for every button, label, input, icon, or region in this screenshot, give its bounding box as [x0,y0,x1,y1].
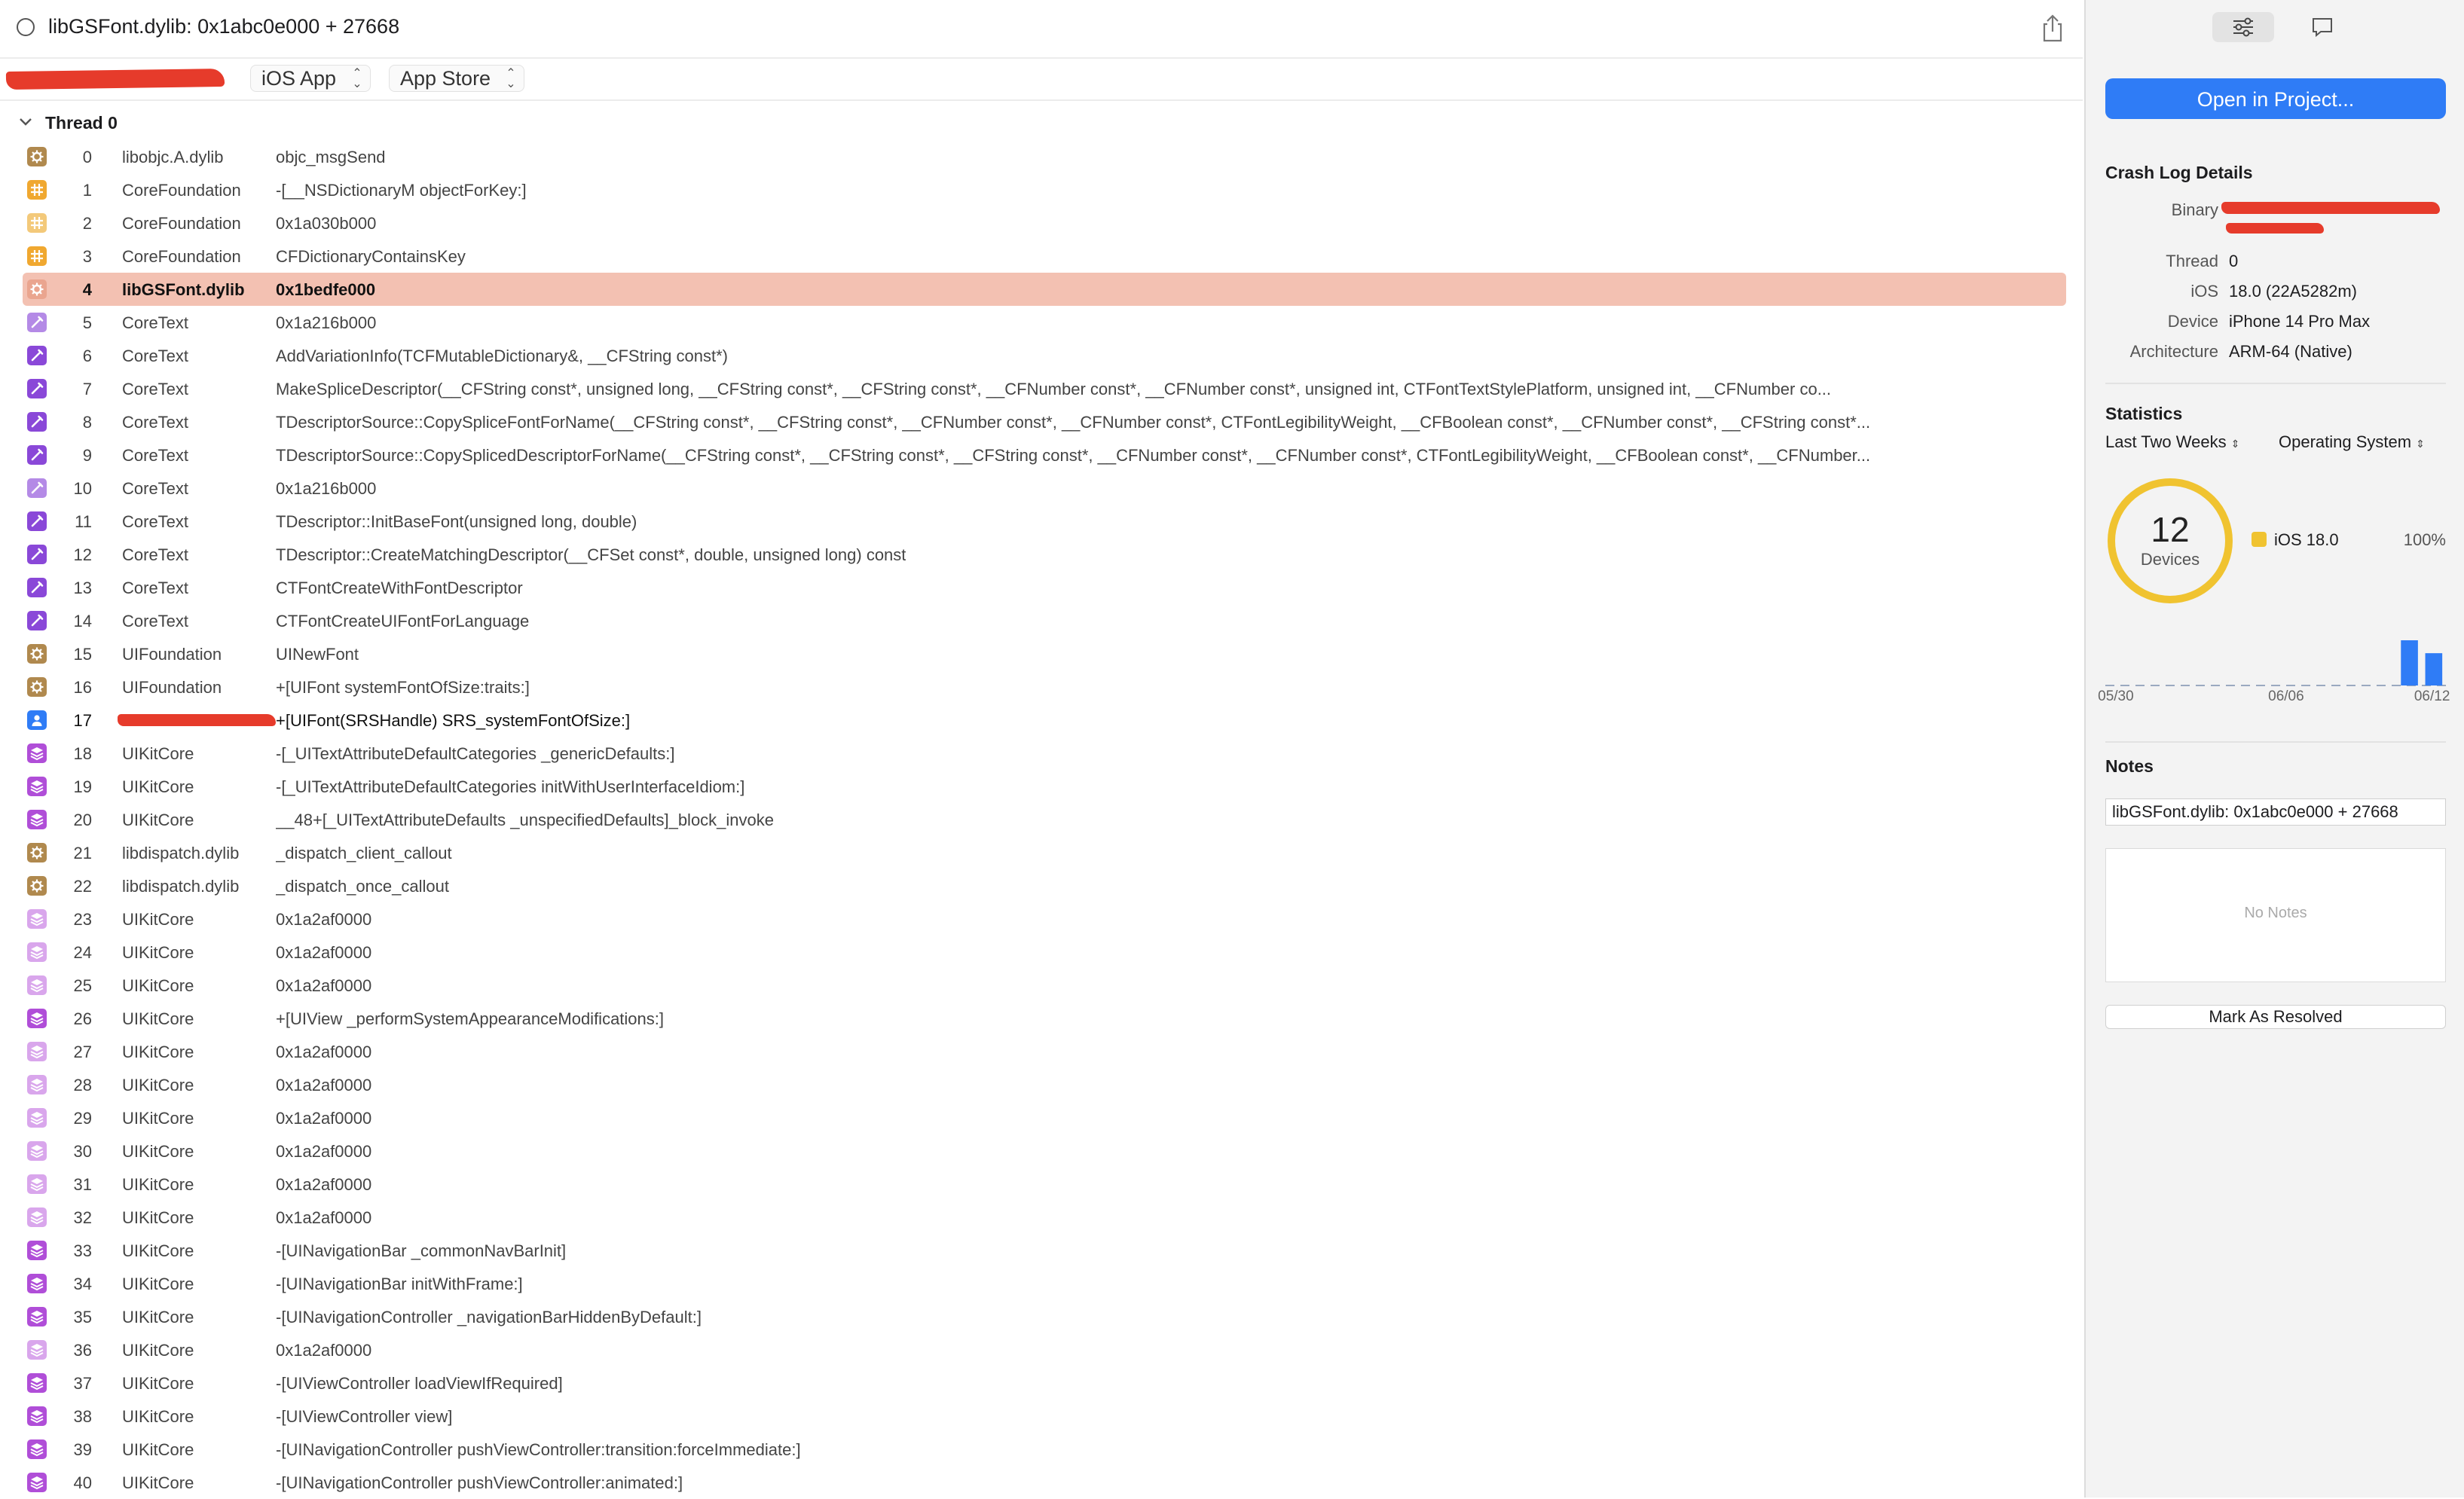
layers-icon [27,1075,47,1094]
frame-number: 24 [73,943,92,962]
layers-icon [27,1406,47,1426]
frame-symbol: 0x1a2af0000 [276,976,372,995]
frame-row[interactable] [23,704,2066,737]
notes-title: Notes [2105,756,2154,776]
frame-library: UIKitCore [122,910,194,929]
updown-chevron-icon: ⇕ [2416,438,2425,450]
frame-number: 10 [73,479,92,498]
frame-symbol: +[UIFont systemFontOfSize:traits:] [276,678,530,697]
frame-library: CoreText [122,579,189,597]
frame-symbol: -[UIViewController loadViewIfRequired] [276,1374,563,1393]
frame-library: UIKitCore [122,777,194,796]
chart-x-tick: 06/12 [2414,688,2450,704]
frame-symbol: 0x1a2af0000 [276,1175,372,1194]
frame-library: CoreText [122,347,189,365]
frame-row[interactable] [23,836,2066,869]
layers-icon [27,1241,47,1260]
frame-library: CoreText [122,446,189,465]
frame-row[interactable] [23,1201,2066,1234]
device-count-label: Devices [2140,550,2200,569]
frame-library: CoreText [122,479,189,498]
chart-x-tick: 06/06 [2268,688,2304,704]
pen-icon [27,511,47,531]
frame-row[interactable] [23,1134,2066,1168]
frame-number: 34 [73,1275,92,1293]
period-popup-label: Last Two Weeks [2105,432,2227,451]
frame-library: UIKitCore [122,1407,194,1426]
frame-row[interactable] [23,173,2066,206]
layers-icon [27,1373,47,1393]
frame-library: CoreFoundation [122,181,241,200]
legend-percent: 100% [2403,530,2446,549]
frame-library: UIKitCore [122,943,194,962]
frame-symbol: _dispatch_once_callout [276,877,449,896]
platform-popup-label: iOS App [261,67,337,90]
frame-row[interactable] [23,571,2066,604]
pen-icon [27,346,47,365]
share-icon[interactable] [2039,14,2066,44]
statistics-title: Statistics [2105,404,2183,423]
frame-row[interactable] [23,1300,2066,1333]
frame-symbol: TDescriptorSource::CopySplicedDescriptorForName(__CFString const*, __CFString const*, __CFString const*, __CFNumber const*, __CFNumber const*, CTFontLegibilityWeight, __CFBoolean const*, __CFNumber... [276,446,1871,465]
gear-icon [27,147,47,166]
thread-label: Thread [2166,252,2218,270]
ios-label: iOS [2190,282,2218,301]
frame-number: 18 [73,744,92,763]
chart-bar [2401,640,2418,685]
frame-number: 32 [73,1208,92,1227]
architecture-label: Architecture [2129,342,2218,361]
gear-icon [27,279,47,299]
frame-symbol: MakeSpliceDescriptor(__CFString const*, unsigned long, __CFString const*, __CFString const*, __CFNumber const*, __CFNumber const*, unsigned int, CTFontTextStylePlatform, unsigned int, __CFNumber co... [276,380,1832,398]
frame-row[interactable] [23,505,2066,538]
layers-icon [27,1009,47,1028]
frame-number: 15 [73,645,92,664]
frame-number: 14 [73,612,92,630]
gear-icon [27,644,47,664]
layers-icon [27,1307,47,1327]
ios-value: 18.0 (22A5282m) [2229,282,2357,301]
frame-row[interactable] [23,869,2066,902]
frame-row[interactable] [23,438,2066,472]
period-popup[interactable] [2105,432,2239,452]
sliders-icon [2212,12,2274,42]
frame-library: CoreText [122,512,189,531]
layers-icon [27,1473,47,1492]
frame-library: libobjc.A.dylib [122,148,224,166]
frame-number: 25 [73,976,92,995]
frame-number: 29 [73,1109,92,1128]
frame-library: UIKitCore [122,1440,194,1459]
frame-symbol: +[UIFont(SRSHandle) SRS_systemFontOfSize:] [276,711,631,730]
comment-icon [2301,12,2343,42]
frame-number: 26 [73,1009,92,1028]
frame-symbol: -[_UITextAttributeDefaultCategories _genericDefaults:] [276,744,675,763]
frame-row[interactable] [23,1267,2066,1300]
frame-symbol: __48+[_UITextAttributeDefaults _unspecifiedDefaults]_block_invoke [276,811,775,829]
frame-row[interactable] [23,306,2066,339]
frame-symbol: 0x1a2af0000 [276,1076,372,1094]
frame-number: 33 [73,1241,92,1260]
frame-library: UIKitCore [122,1308,194,1327]
disclosure-chevron-icon[interactable] [18,114,33,130]
layers-icon [27,1340,47,1360]
layers-icon [27,909,47,929]
open-in-project-button[interactable]: Open in Project... [2105,78,2446,119]
frame-row[interactable] [23,737,2066,770]
frame-row[interactable] [23,1101,2066,1134]
frame-symbol: 0x1a2af0000 [276,1043,372,1061]
frame-symbol: TDescriptor::CreateMatchingDescriptor(__CFSet const*, double, unsigned long) const [276,545,906,564]
layers-icon [27,975,47,995]
frame-library: libGSFont.dylib [122,280,245,299]
chart-x-tick: 05/30 [2098,688,2134,704]
frame-number: 8 [82,413,92,432]
layers-icon [27,1141,47,1161]
frame-library: UIKitCore [122,1275,194,1293]
frame-library: libdispatch.dylib [122,877,240,896]
frame-library: UIFoundation [122,645,222,664]
layers-icon [27,1042,47,1061]
frame-library: UIKitCore [122,1109,194,1128]
frame-number: 16 [73,678,92,697]
status-circle-icon[interactable] [17,18,35,36]
thread-value: 0 [2229,252,2239,270]
updown-chevron-icon: ⇕ [2230,438,2240,450]
frame-library: UIKitCore [122,744,194,763]
frame-library: UIKitCore [122,1076,194,1094]
frame-symbol: 0x1a2af0000 [276,1142,372,1161]
frame-number: 6 [82,347,92,365]
frame-number: 23 [73,910,92,929]
frame-symbol: -[UINavigationController _navigationBarHiddenByDefault:] [276,1308,702,1327]
layers-icon [27,942,47,962]
frame-number: 30 [73,1142,92,1161]
frame-number: 22 [73,877,92,896]
frame-number: 17 [73,711,92,730]
note-title-field[interactable]: libGSFont.dylib: 0x1abc0e000 + 27668 [2105,798,2446,826]
frame-number: 3 [82,247,92,266]
person-icon [27,710,47,730]
layers-icon [27,1108,47,1128]
layers-icon [27,1207,47,1227]
inspector-notes-button[interactable] [2301,12,2343,42]
frame-symbol: CTFontCreateUIFontForLanguage [276,612,530,630]
legend-name: iOS 18.0 [2274,530,2339,549]
frame-row[interactable] [23,670,2066,704]
layers-icon [27,777,47,796]
gear-icon [27,843,47,862]
frame-library: UIKitCore [122,1473,194,1492]
frame-row[interactable] [23,969,2066,1002]
frame-symbol: CTFontCreateWithFontDescriptor [276,579,523,597]
frame-symbol: 0x1a2af0000 [276,910,372,929]
frame-symbol: 0x1a2af0000 [276,943,372,962]
frame-row[interactable] [23,1234,2066,1267]
frame-symbol: 0x1a030b000 [276,214,377,233]
frame-symbol: -[_UITextAttributeDefaultCategories initWithUserInterfaceIdiom:] [276,777,745,796]
frame-number: 7 [82,380,92,398]
frame-number: 40 [73,1473,92,1492]
frame-symbol: CFDictionaryContainsKey [276,247,466,266]
frame-row[interactable] [23,803,2066,836]
frame-library: CoreText [122,413,189,432]
frame-row[interactable] [23,140,2066,173]
layers-icon [27,1274,47,1293]
frame-symbol: +[UIView _performSystemAppearanceModifications:] [276,1009,665,1028]
frame-number: 20 [73,811,92,829]
frame-symbol: TDescriptor::InitBaseFont(unsigned long, double) [276,512,637,531]
gear-icon [27,677,47,697]
frame-library: UIKitCore [122,1175,194,1194]
frame-library: UIKitCore [122,1341,194,1360]
pen-icon [27,445,47,465]
divider [2105,383,2446,384]
frame-symbol: -[__NSDictionaryM objectForKey:] [276,181,527,200]
frame-row[interactable] [23,1433,2066,1466]
device-label: Device [2167,312,2218,331]
grid-icon [27,246,47,266]
frame-number: 27 [73,1043,92,1061]
frame-number: 12 [73,545,92,564]
frame-row[interactable] [23,1002,2066,1035]
frame-symbol: 0x1a216b000 [276,313,377,332]
layers-icon [27,1439,47,1459]
no-notes-placeholder: No Notes [2244,905,2307,921]
frame-library: UIKitCore [122,1009,194,1028]
redacted-binary-value [2226,223,2324,234]
frame-number: 11 [75,512,92,531]
pen-icon [27,545,47,564]
inspector-toolbar [2086,0,2464,57]
frame-symbol: -[UINavigationBar _commonNavBarInit] [276,1241,567,1260]
frame-row[interactable] [23,604,2066,637]
frame-library: UIKitCore [122,976,194,995]
frame-symbol: _dispatch_client_callout [276,844,452,862]
thread-header[interactable]: Thread 0 [45,113,118,133]
frame-row[interactable] [23,273,2066,306]
frame-number: 2 [82,214,92,233]
frame-symbol: 0x1a216b000 [276,479,377,498]
frame-library: UIKitCore [122,1142,194,1161]
frame-row[interactable] [23,770,2066,803]
grid-icon [27,213,47,233]
redacted-binary-name [118,714,276,726]
group-by-popup-label: Operating System [2279,432,2412,451]
frame-number: 35 [73,1308,92,1327]
legend-swatch [2252,532,2267,547]
layers-icon [27,743,47,763]
frame-symbol: -[UINavigationController pushViewController:animated:] [276,1473,683,1492]
device-value: iPhone 14 Pro Max [2229,312,2371,331]
redacted-binary-value [2221,202,2440,214]
device-count: 12 [2151,510,2190,549]
frame-library: UIFoundation [122,678,222,697]
frame-library: UIKitCore [122,1241,194,1260]
frame-row[interactable] [23,1333,2066,1366]
frame-number: 4 [82,280,92,299]
frame-library: libdispatch.dylib [122,844,240,862]
frame-row[interactable] [23,1400,2066,1433]
frame-number: 5 [82,313,92,332]
pen-icon [27,611,47,630]
frame-library: CoreFoundation [122,247,241,266]
frame-row[interactable] [23,339,2066,372]
frame-row[interactable] [23,538,2066,571]
frame-library: UIKitCore [122,1208,194,1227]
frame-row[interactable] [23,1366,2066,1400]
frame-row[interactable] [23,472,2066,505]
redacted-app-name [6,69,225,90]
gear-icon [27,876,47,896]
frame-row[interactable] [23,1068,2066,1101]
frame-symbol: objc_msgSend [276,148,386,166]
frame-symbol: UINewFont [276,645,359,664]
frame-library: CoreFoundation [122,214,241,233]
platform-popup[interactable] [250,65,371,92]
frame-symbol: 0x1a2af0000 [276,1341,372,1360]
pen-icon [27,478,47,498]
pen-icon [27,412,47,432]
frame-row[interactable] [23,1168,2066,1201]
frame-row[interactable] [23,372,2066,405]
frame-number: 13 [73,579,92,597]
frame-number: 19 [73,777,92,796]
frame-number: 37 [73,1374,92,1393]
mark-as-resolved-button[interactable]: Mark As Resolved [2105,1005,2446,1029]
notes-textarea[interactable] [2105,848,2446,982]
frame-library: CoreText [122,612,189,630]
inspector-panel [2084,0,2464,1497]
frame-row[interactable] [23,902,2066,936]
frame-symbol: -[UINavigationController pushViewController:transition:forceImmediate:] [276,1440,801,1459]
layers-icon [27,810,47,829]
frame-row[interactable] [23,1035,2066,1068]
frame-symbol: 0x1a2af0000 [276,1208,372,1227]
frame-library: CoreText [122,313,189,332]
frame-library: UIKitCore [122,1043,194,1061]
binary-label: Binary [2171,200,2218,219]
frame-library: UIKitCore [122,811,194,829]
grid-icon [27,180,47,200]
frame-symbol: -[UIViewController view] [276,1407,453,1426]
frame-number: 39 [73,1440,92,1459]
frame-symbol: AddVariationInfo(TCFMutableDictionary&, __CFString const*) [276,347,728,365]
frame-row[interactable] [23,405,2066,438]
frame-row[interactable] [23,936,2066,969]
frame-library: UIKitCore [122,1374,194,1393]
architecture-value: ARM-64 (Native) [2229,342,2352,361]
pen-icon [27,313,47,332]
inspector-settings-button[interactable] [2212,12,2274,42]
pen-icon [27,578,47,597]
frame-number: 28 [73,1076,92,1094]
frame-number: 36 [73,1341,92,1360]
crash-details-title: Crash Log Details [2105,163,2253,182]
layers-icon [27,1174,47,1194]
chart-bar [2426,653,2443,685]
frame-symbol: TDescriptorSource::CopySpliceFontForName(__CFString const*, __CFString const*, __CFNumber const*, __CFNumber const*, CTFontLegibilityWeight, __CFBoolean const*, __CFNumber const*, __CFString const*... [276,413,1871,432]
frame-row[interactable] [23,206,2066,240]
group-by-popup[interactable] [2279,432,2425,452]
frame-list [23,140,2066,1499]
frame-row[interactable] [23,240,2066,273]
frame-library: CoreText [122,380,189,398]
frame-row[interactable] [23,1466,2066,1499]
frame-row[interactable] [23,637,2066,670]
frame-number: 31 [73,1175,92,1194]
frame-symbol: 0x1a2af0000 [276,1109,372,1128]
updown-chevron-icon: ⌃ ⌄ [352,67,362,90]
frame-number: 0 [82,148,92,166]
title-bar [0,0,2083,59]
frame-library: CoreText [122,545,189,564]
updown-chevron-icon: ⌃ ⌄ [506,67,516,90]
frame-number: 1 [82,181,92,200]
divider [2105,741,2446,743]
frame-symbol: -[UINavigationBar initWithFrame:] [276,1275,523,1293]
frame-symbol: 0x1bedfe000 [276,280,376,299]
distribution-popup[interactable] [389,65,524,92]
frame-number: 21 [73,844,92,862]
frame-number: 38 [73,1407,92,1426]
pen-icon [27,379,47,398]
frame-number: 9 [82,446,92,465]
crash-title: libGSFont.dylib: 0x1abc0e000 + 27668 [48,15,400,38]
distribution-popup-label: App Store [400,67,491,90]
